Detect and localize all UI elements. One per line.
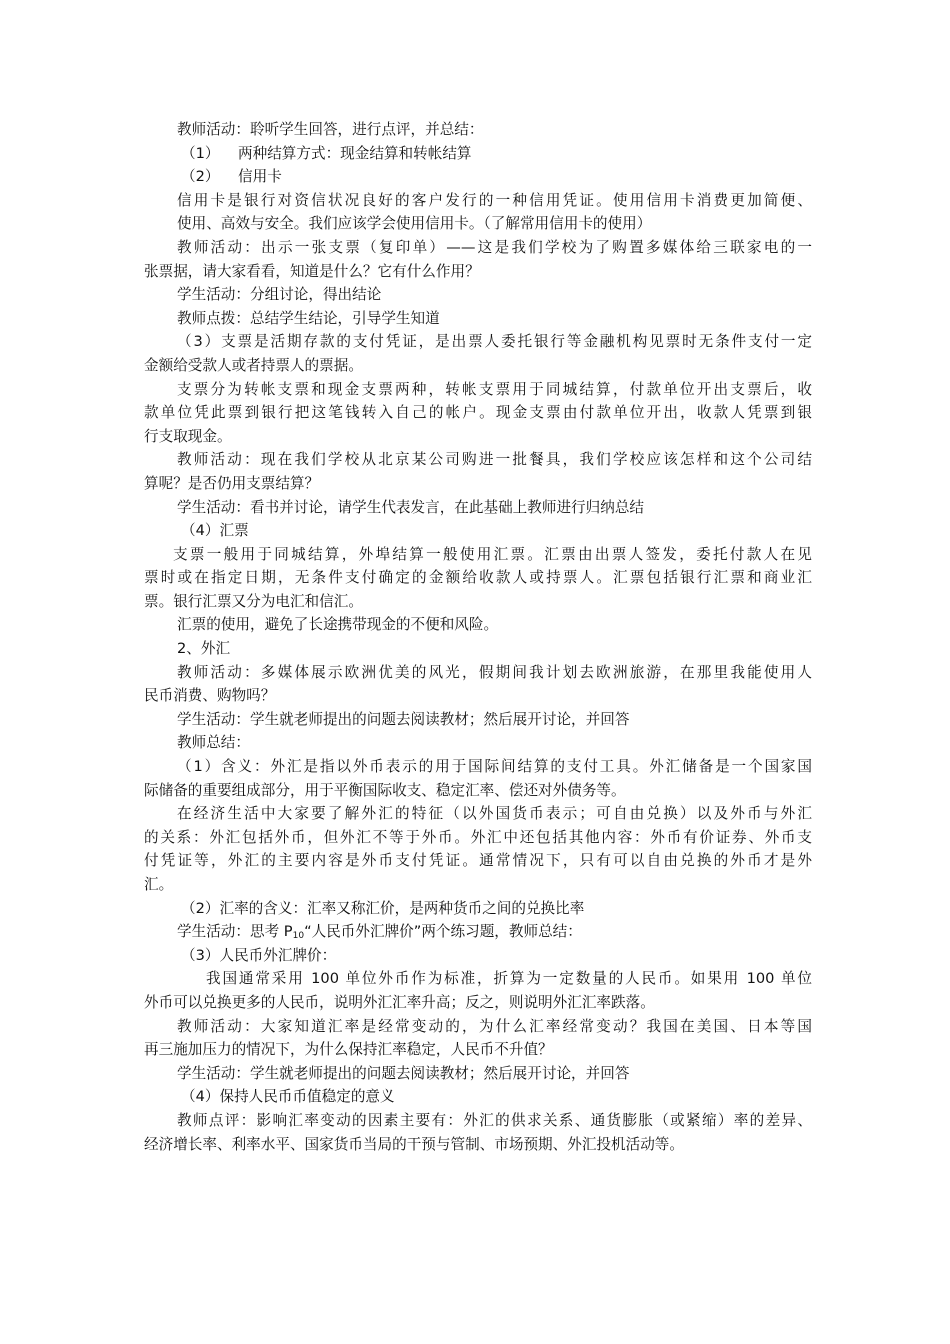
paragraph-line: 在经济生活中大家要了解外汇的特征（以外国货币表示；可自由兑换）以及外币与外汇 — [177, 805, 812, 823]
paragraph-line: 教师总结： — [177, 734, 250, 752]
paragraph-line: 支票一般用于同城结算，外埠结算一般使用汇票。汇票由出票人签发，委托付款人在见 — [173, 545, 812, 563]
paragraph-line: 信用卡是银行对资信状况良好的客户发行的一种信用凭证。使用信用卡消费更加简便、 — [177, 191, 812, 209]
paragraph-line: 经济增长率、利率水平、国家货币当局的干预与管制、市场预期、外汇投机活动等。 — [144, 1135, 684, 1153]
page-subscript: 10 — [292, 931, 305, 942]
paragraph-line: （4）保持人民币币值稳定的意义 — [181, 1088, 395, 1106]
paragraph-line: 教师点拨：总结学生结论，引导学生知道 — [177, 309, 440, 327]
paragraph-line: 学生活动：学生就老师提出的问题去阅读教材；然后展开讨论，并回答 — [177, 1064, 630, 1082]
list-item — [144, 142, 812, 166]
paragraph-line: （2）汇率的含义：汇率又称汇价，是两种货币之间的兑换比率 — [181, 899, 585, 917]
paragraph-line: 支票分为转帐支票和现金支票两种，转帐支票用于同城结算，付款单位开出支票后，收 — [177, 380, 812, 398]
paragraph-line: 张票据，请大家看看，知道是什么？它有什么作用？ — [144, 262, 480, 280]
paragraph-line: 学生活动：学生就老师提出的问题去阅读教材；然后展开讨论，并回答 — [177, 710, 630, 728]
paragraph-line: 算呢？是否仍用支票结算？ — [144, 474, 320, 492]
paragraph-line: 使用、高效与安全。我们应该学会使用信用卡。（了解常用信用卡的使用） — [177, 215, 652, 233]
text-run: “人民币外汇牌价”两个练习题，教师总结： — [304, 923, 582, 941]
paragraph-line: 汇票的使用，避免了长途携带现金的不便和风险。 — [177, 616, 499, 634]
paragraph-line: 际储备的重要组成部分，用于平衡国际收支、稳定汇率、偿还对外债务等。 — [144, 781, 626, 799]
document-page — [144, 118, 812, 1156]
paragraph-line: （1）含义：外汇是指以外币表示的用于国际间结算的支付工具。外汇储备是一个国家国 — [177, 758, 812, 776]
paragraph-line: （4）汇票 — [181, 522, 249, 540]
paragraph-line: 我国通常采用 100 单位外币作为标准，折算为一定数量的人民币。如果用 100 单位 — [206, 970, 812, 988]
paragraph-line: 2、外汇 — [177, 640, 231, 658]
paragraph-line: 教师活动：多媒体展示欧洲优美的风光，假期间我计划去欧洲旅游，在那里我能使用人 — [177, 663, 812, 681]
paragraph-line: 票。银行汇票又分为电汇和信汇。 — [144, 592, 363, 610]
paragraph-line: 付凭证等，外汇的主要内容是外币支付凭证。通常情况下，只有可以自由兑换的外币才是外 — [144, 852, 812, 870]
paragraph-line: 教师活动：大家知道汇率是经常变动的，为什么汇率经常变动？我国在美国、日本等国 — [177, 1017, 812, 1035]
paragraph-line: 行支取现金。 — [144, 427, 232, 445]
paragraph-line: 教师活动：聆听学生回答，进行点评，并总结： — [177, 121, 484, 138]
paragraph-line: 教师活动：出示一张支票（复印单）——这是我们学校为了购置多媒体给三联家电的一 — [177, 238, 812, 256]
paragraph-line: 教师活动：现在我们学校从北京某公司购进一批餐具，我们学校应该怎样和这个公司结 — [177, 451, 812, 469]
paragraph-line: 款单位凭此票到银行把这笔钱转入自己的帐户。现金支票由付款单位开出，收款人凭票到银 — [144, 404, 812, 422]
paragraph-line: 学生活动：看书并讨论，请学生代表发言，在此基础上教师进行归纳总结 — [177, 498, 645, 516]
list-text: 两种结算方式：现金结算和转帐结算 — [238, 144, 472, 162]
paragraph-line: （3）支票是活期存款的支付凭证，是出票人委托银行等金融机构见票时无条件支付一定 — [177, 333, 812, 351]
paragraph-line: 再三施加压力的情况下，为什么保持汇率稳定，人民币不升值？ — [144, 1041, 553, 1059]
paragraph-line: 民币消费、购物吗？ — [144, 687, 276, 705]
text-run: 学生活动：思考 P — [177, 923, 293, 941]
paragraph-line: 票时或在指定日期，无条件支付确定的金额给收款人或持票人。汇票包括银行汇票和商业汇 — [144, 569, 812, 587]
paragraph-line: 学生活动：分组讨论，得出结论 — [177, 286, 382, 304]
paragraph-line: 金额给受款人或者持票人的票据。 — [144, 356, 363, 374]
paragraph-line: （3）人民币外汇牌价： — [181, 946, 337, 964]
paragraph-line: 的关系：外汇包括外币，但外汇不等于外币。外汇中还包括其他内容：外币有价证券、外币支 — [144, 828, 812, 846]
paragraph-line: 汇。 — [144, 876, 174, 893]
list-number: （1） — [181, 144, 220, 162]
list-text: 信用卡 — [238, 168, 282, 186]
paragraph-line: 外币可以兑换更多的人民币，说明外汇汇率升高；反之，则说明外汇汇率跌落。 — [144, 993, 655, 1011]
paragraph-line — [144, 920, 812, 944]
paragraph-line: 教师点评：影响汇率变动的因素主要有：外汇的供求关系、通货膨胀（或紧缩）率的差异、 — [177, 1111, 812, 1129]
list-number: （2） — [181, 168, 220, 186]
list-item — [144, 165, 812, 189]
